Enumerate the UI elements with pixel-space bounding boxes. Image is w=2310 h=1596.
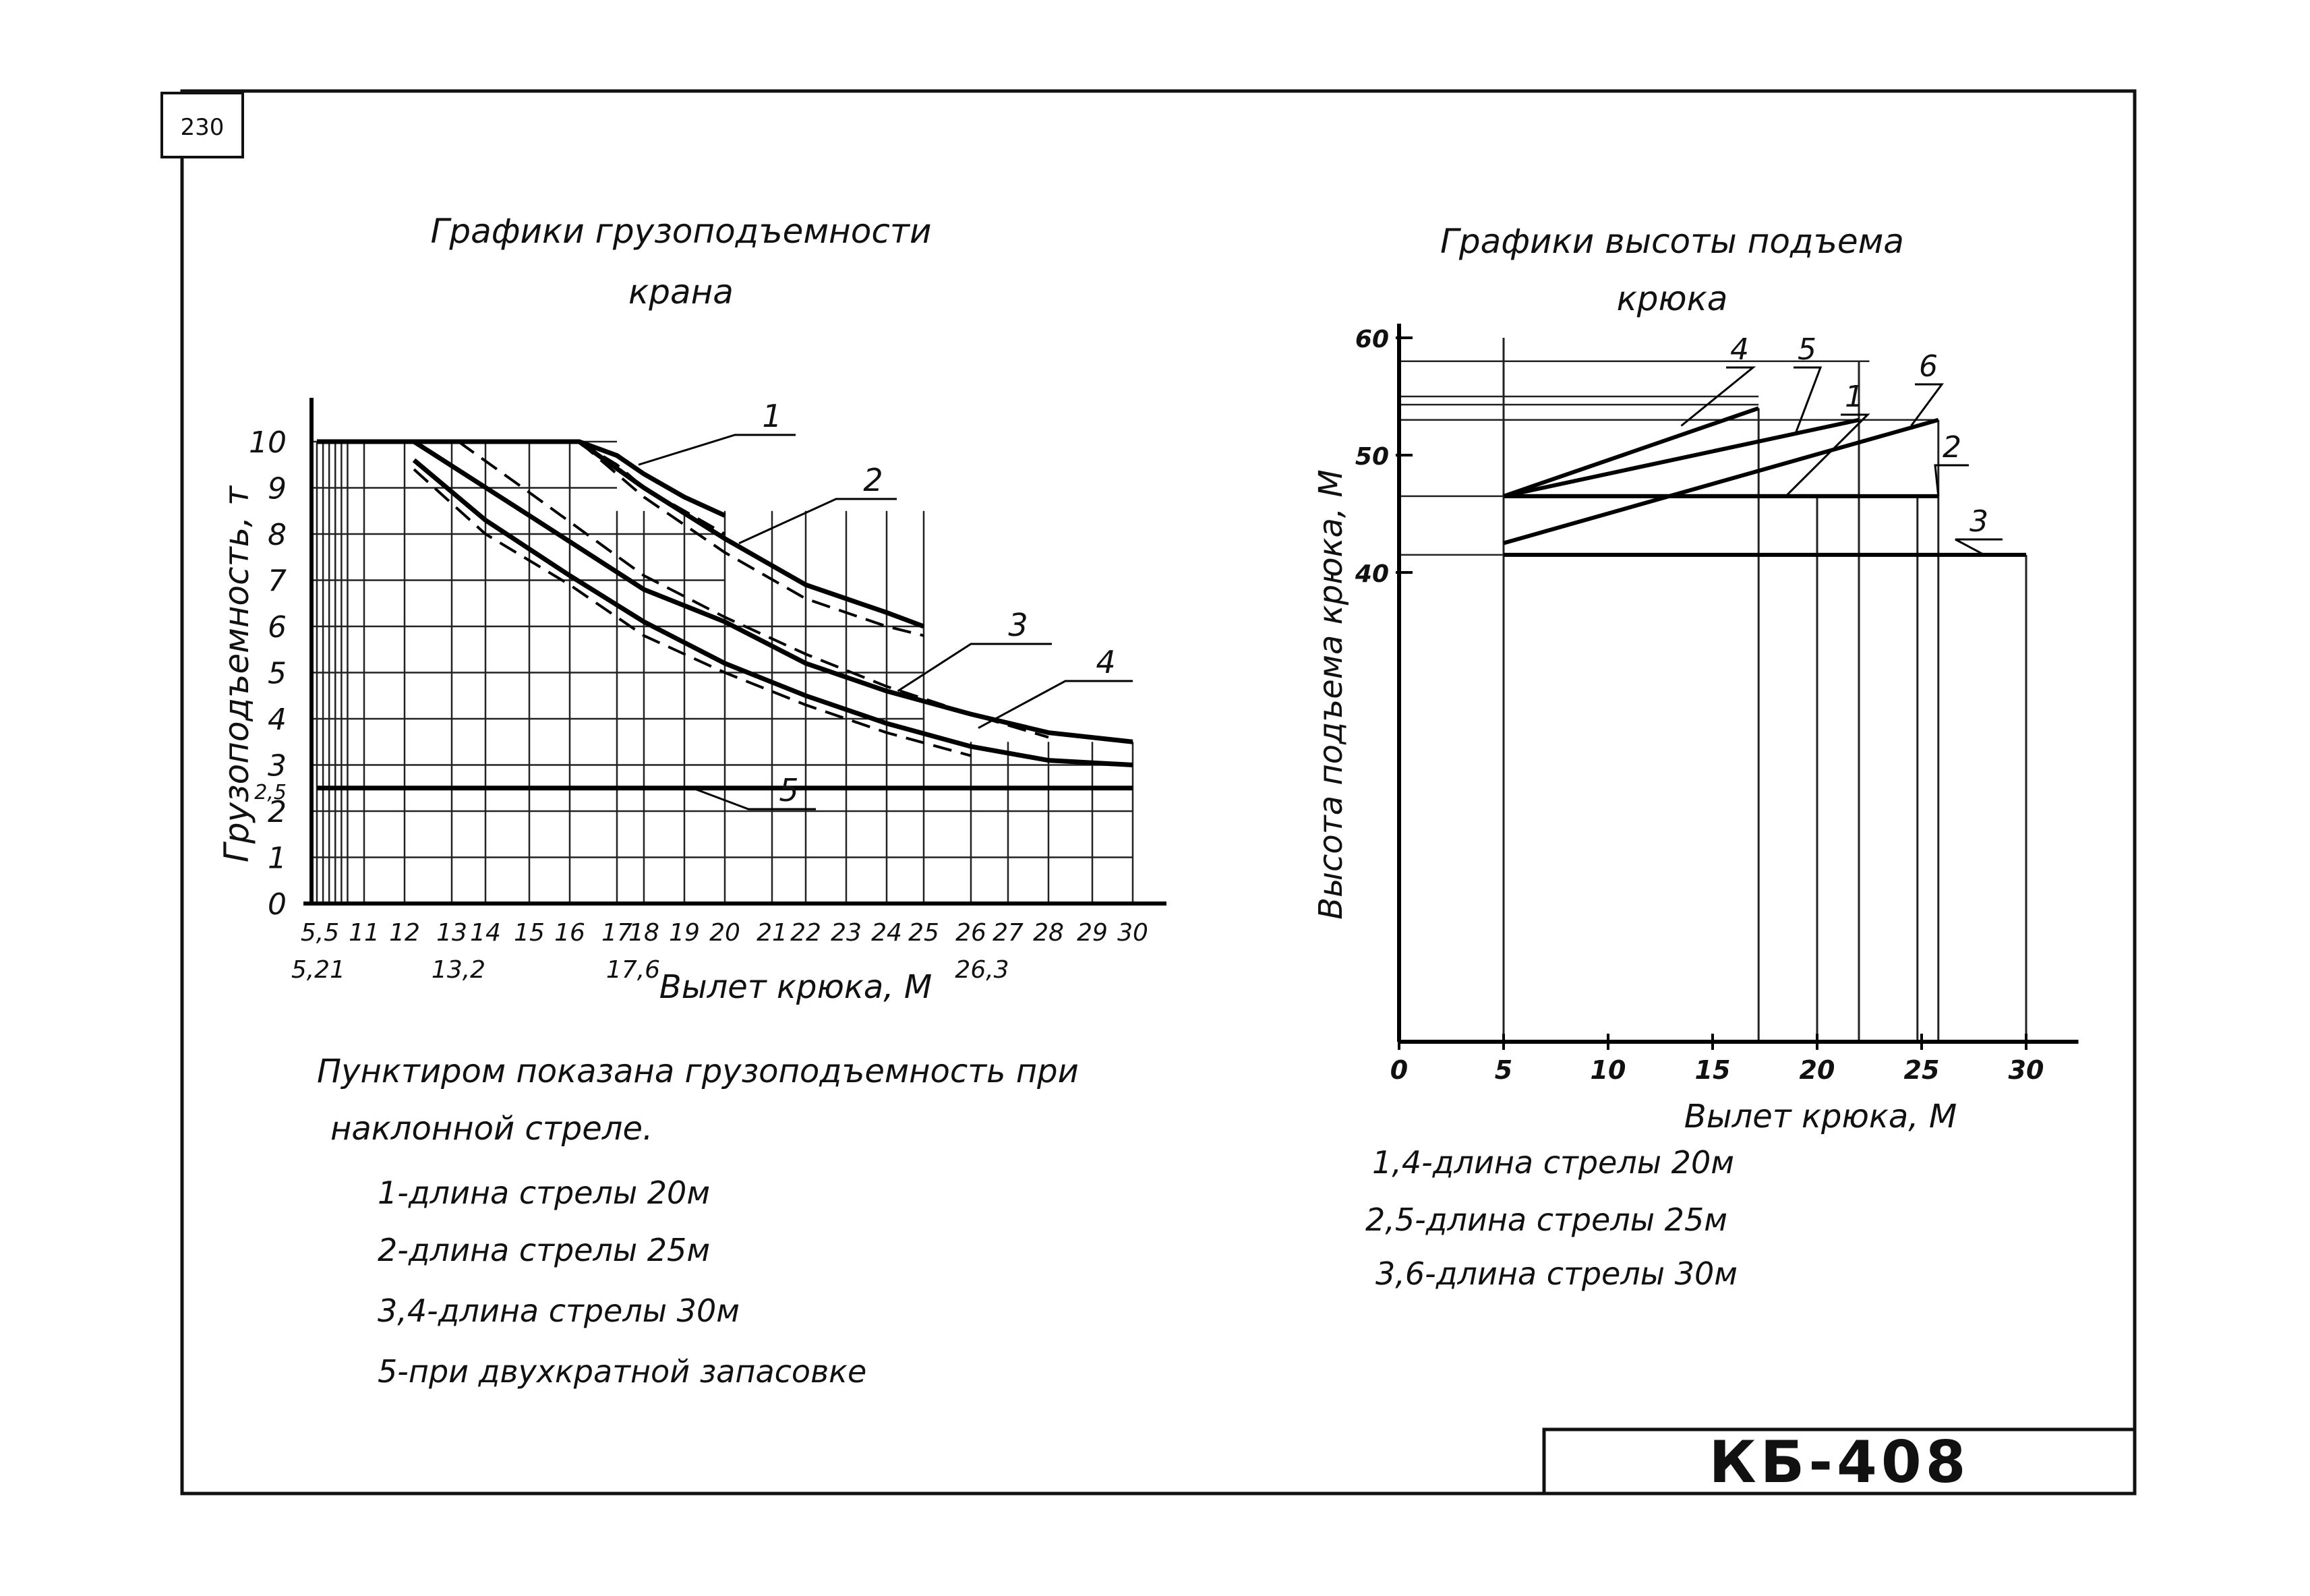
chart1-x-tick-label: 23 — [831, 919, 862, 947]
chart1-x-tick-label: 18 — [628, 919, 659, 947]
chart2-note-line: 2,5-длина стрелы 25м — [1365, 1202, 1727, 1238]
chart1-note-line: 5-при двухкратной запасовке — [378, 1353, 867, 1390]
load-capacity-chart — [217, 212, 1166, 1390]
chart2-y-axis-label: Высота подъема крюка, М — [1312, 469, 1350, 920]
chart2-line-label-2: 2 — [1943, 430, 1961, 465]
chart2-y-tick-label: 40 — [1355, 560, 1389, 588]
chart2-line-label-5: 5 — [1798, 332, 1816, 367]
chart1-y-tick-label: 3 — [268, 748, 287, 784]
chart1-y-tick-label: 2,5 — [254, 780, 287, 804]
chart1-x-tick-label: 28 — [1033, 919, 1064, 947]
chart1-leader-1 — [639, 435, 796, 465]
chart2-line-label-4: 4 — [1730, 332, 1749, 367]
chart1-leader-3 — [898, 644, 1053, 691]
chart2-x-tick-label: 20 — [1799, 1055, 1835, 1085]
hook-height-chart — [1312, 222, 2079, 1292]
chart1-line-label-4: 4 — [1096, 644, 1116, 680]
chart1-x-tick-label: 30 — [1117, 919, 1148, 947]
chart1-x-tick-label: 21 — [757, 919, 788, 947]
chart1-x-tick-label: 5,5 — [300, 919, 340, 947]
chart1-y-tick-label: 8 — [268, 518, 287, 552]
chart2-title: Графики высоты подъема — [1440, 222, 1904, 261]
chart1-x-tick-label: 29 — [1077, 919, 1108, 947]
chart1-note-line: 3,4-длина стрелы 30м — [378, 1293, 740, 1329]
chart2-leader-2 — [1935, 465, 1969, 496]
chart1-y-tick-label: 9 — [268, 471, 287, 506]
chart1-line-label-2: 2 — [863, 462, 883, 498]
page-number: 230 — [180, 114, 225, 141]
chart1-x-axis-label: Вылет крюка, М — [659, 968, 932, 1006]
chart1-note-line: наклонной стреле. — [330, 1110, 653, 1148]
chart1-y-axis-label: Грузоподъемность, т — [217, 485, 256, 863]
chart1-x-tick-label: 14 — [470, 919, 501, 947]
chart1-x-tick-label: 22 — [790, 919, 821, 947]
chart1-x-tick-label: 26 — [955, 919, 986, 947]
chart2-line-label-3: 3 — [1970, 504, 1988, 539]
chart2-note-line: 1,4-длина стрелы 20м — [1372, 1144, 1734, 1181]
chart1-x-tick-label: 25 — [908, 919, 939, 947]
chart1-x-tick-label-extra: 17,6 — [605, 956, 661, 984]
chart1-line-label-1: 1 — [762, 398, 782, 434]
chart1-leader-2 — [739, 499, 897, 543]
chart2-x-tick-label: 15 — [1694, 1055, 1731, 1085]
chart2-x-tick-label: 25 — [1903, 1055, 1940, 1085]
chart2-x-axis-label: Вылет крюка, М — [1684, 1098, 1957, 1135]
chart1-x-tick-label: 19 — [669, 919, 700, 947]
sheet-frame — [182, 91, 2135, 1494]
chart1-line-label-3: 3 — [1008, 607, 1028, 643]
chart1-y-tick-label: 2 — [268, 795, 287, 829]
chart1-x-tick-label: 15 — [514, 919, 545, 947]
chart1-x-tick-label: 12 — [389, 919, 420, 947]
stamp-label: КБ-408 — [1709, 1429, 1970, 1496]
chart1-line-label-5: 5 — [779, 772, 799, 808]
chart1-y-tick-label: 5 — [268, 656, 287, 691]
chart1-x-tick-label-extra: 13,2 — [431, 956, 486, 984]
chart1-x-tick-label: 24 — [871, 919, 902, 947]
chart1-x-tick-label: 27 — [993, 919, 1024, 947]
chart1-title: Графики грузоподъемности — [430, 212, 932, 251]
chart1-y-tick-label: 7 — [268, 564, 287, 599]
chart1-y-tick-label: 6 — [268, 610, 287, 645]
chart2-x-tick-label: 10 — [1590, 1055, 1626, 1085]
chart2-subtitle: крюка — [1616, 279, 1728, 318]
chart1-x-tick-label-extra: 26,3 — [955, 956, 1009, 984]
chart2-x-tick-label: 0 — [1390, 1055, 1409, 1085]
chart2-x-tick-label: 30 — [2008, 1055, 2044, 1085]
chart2-note-line: 3,6-длина стрелы 30м — [1375, 1255, 1738, 1292]
chart1-subtitle: крана — [628, 272, 734, 312]
chart1-x-tick-label: 17 — [601, 919, 632, 947]
chart1-series-1-solid — [317, 442, 725, 516]
chart2-x-tick-label: 5 — [1494, 1055, 1513, 1085]
chart1-y-tick-label: 1 — [268, 841, 287, 876]
chart1-series-3-solid — [414, 442, 1133, 742]
chart1-note-line: 2-длина стрелы 25м — [378, 1232, 711, 1268]
chart1-series-3-dashed — [458, 442, 1048, 737]
chart2-line-label-1: 1 — [1845, 380, 1864, 414]
chart1-x-tick-label: 11 — [349, 919, 380, 947]
chart2-y-tick-label: 50 — [1355, 443, 1389, 471]
chart1-x-tick-label-extra: 5,21 — [291, 956, 345, 984]
chart1-note-line: Пунктиром показана грузоподъемность при — [317, 1053, 1079, 1090]
chart1-x-tick-label: 13 — [436, 919, 467, 947]
chart1-x-tick-label: 20 — [709, 919, 740, 947]
chart2-leader-5 — [1794, 367, 1820, 432]
chart1-y-tick-label: 10 — [249, 425, 287, 460]
chart1-note-line: 1-длина стрелы 20м — [378, 1175, 711, 1211]
chart2-line-label-6: 6 — [1919, 349, 1938, 384]
chart2-leader-3 — [1955, 539, 2003, 555]
chart1-y-tick-label: 0 — [268, 887, 287, 922]
chart1-y-tick-label: 4 — [268, 703, 287, 737]
chart1-x-tick-label: 16 — [554, 919, 585, 947]
chart2-y-tick-label: 60 — [1355, 326, 1389, 353]
